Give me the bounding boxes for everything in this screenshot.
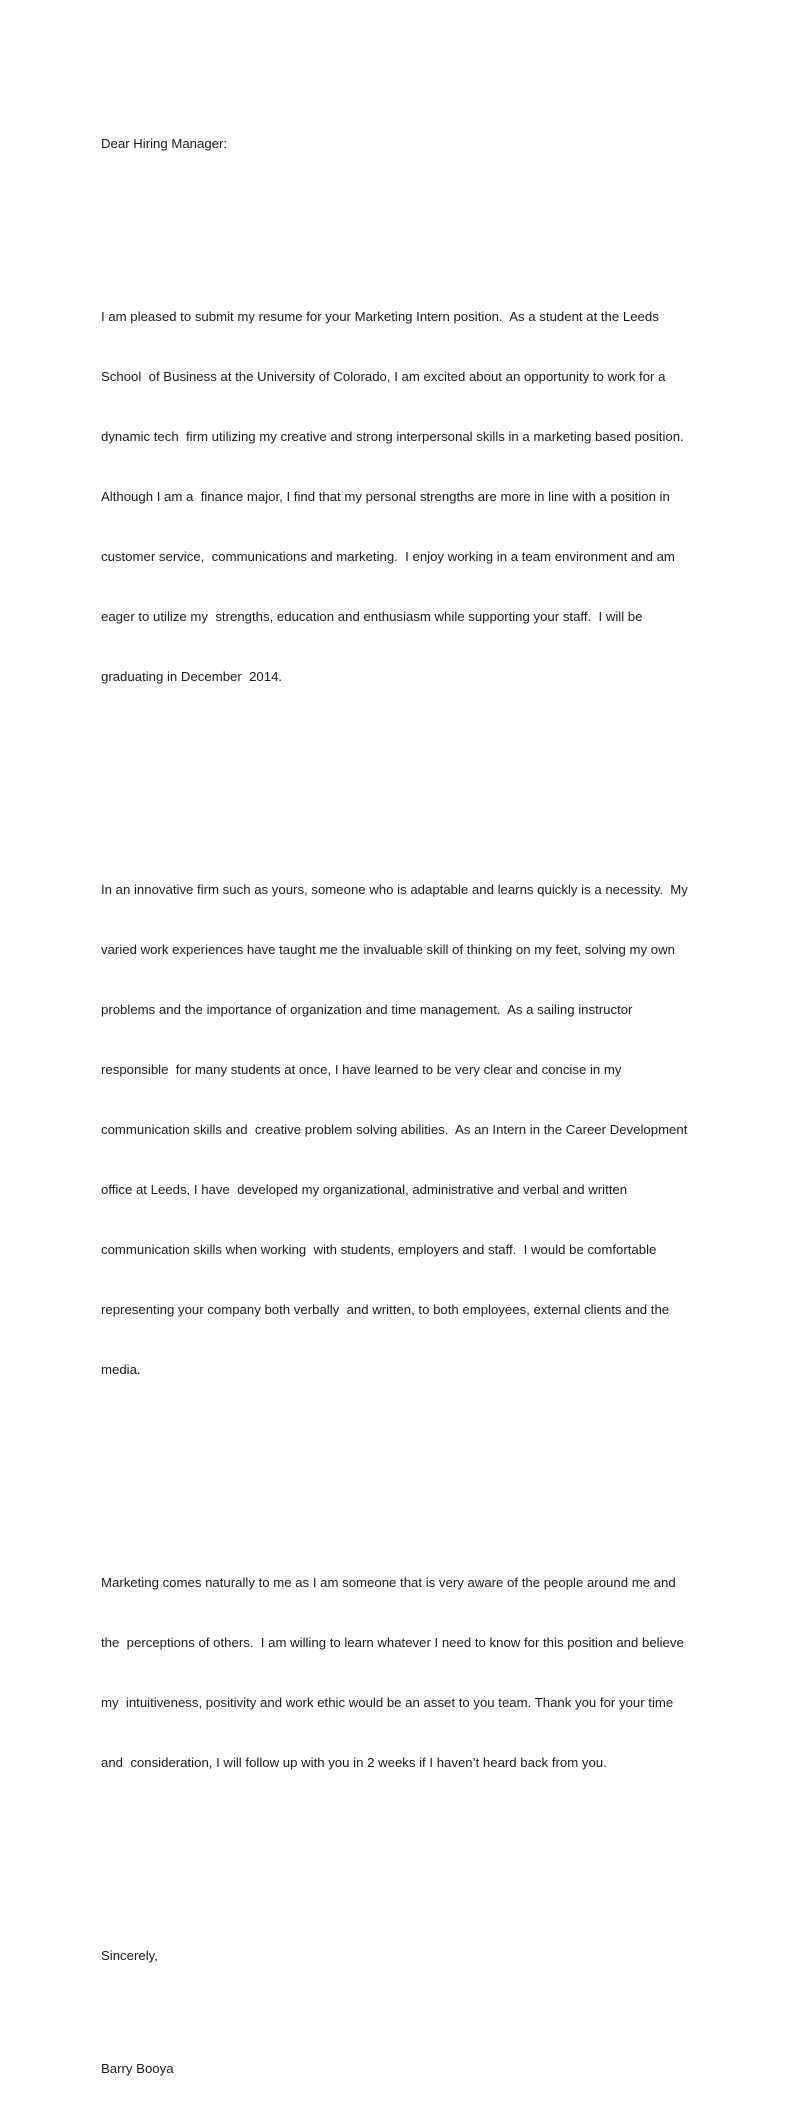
paragraph-line: media. (101, 1362, 141, 1377)
paragraph-line: office at Leeds, I have developed my organizational, administrative and verbal and written (101, 1182, 628, 1197)
paragraph-line: I am pleased to submit my resume for your Marketing Intern position. As a student at the Leeds (101, 309, 659, 324)
paragraph-line: dynamic tech firm utilizing my creative and strong interpersonal skills in a marketing based position. (101, 429, 684, 444)
paragraph-line: problems and the importance of organization and time management. As a sailing instructor (101, 1002, 633, 1017)
signature-name: Barry Booya (101, 2061, 174, 2076)
paragraph-line: my intuitiveness, positivity and work ethic would be an asset to you team. Thank you for your time (101, 1695, 674, 1710)
paragraph-line: School of Business at the University of Colorado, I am excited about an opportunity to work for a (101, 369, 666, 384)
paragraph-line: Marketing comes naturally to me as I am someone that is very aware of the people around me and (101, 1575, 676, 1590)
paragraph-1 (101, 267, 701, 727)
paragraph-line: communication skills when working with students, employers and staff. I would be comfortable (101, 1242, 657, 1257)
paragraph-line: varied work experiences have taught me the invaluable skill of thinking on my feet, solving my own (101, 942, 675, 957)
paragraph-line: graduating in December 2014. (101, 669, 283, 684)
paragraph-line: In an innovative firm such as yours, someone who is adaptable and learns quickly is a necessity. My (101, 882, 688, 897)
paragraph-line: the perceptions of others. I am willing to learn whatever I need to know for this position and believe (101, 1635, 684, 1650)
closing: Sincerely, (101, 1948, 158, 1963)
paragraph-3 (101, 1533, 701, 1813)
paragraph-line: Although I am a finance major, I find that my personal strengths are more in line with a position in (101, 489, 670, 504)
paragraph-line: and consideration, I will follow up with you in 2 weeks if I haven’t heard back from you. (101, 1755, 607, 1770)
paragraph-line: eager to utilize my strengths, education and enthusiasm while supporting your staff. I will be (101, 609, 643, 624)
paragraph-line: responsible for many students at once, I have learned to be very clear and concise in my (101, 1062, 622, 1077)
paragraph-2 (101, 840, 701, 1420)
paragraph-line: communication skills and creative problem solving abilities. As an Intern in the Career Development (101, 1122, 688, 1137)
paragraph-line: customer service, communications and marketing. I enjoy working in a team environment and am (101, 549, 675, 564)
paragraph-line: representing your company both verbally and written, to both employees, external clients and the (101, 1302, 670, 1317)
cover-letter (101, 94, 701, 2119)
salutation: Dear Hiring Manager: (101, 136, 228, 151)
